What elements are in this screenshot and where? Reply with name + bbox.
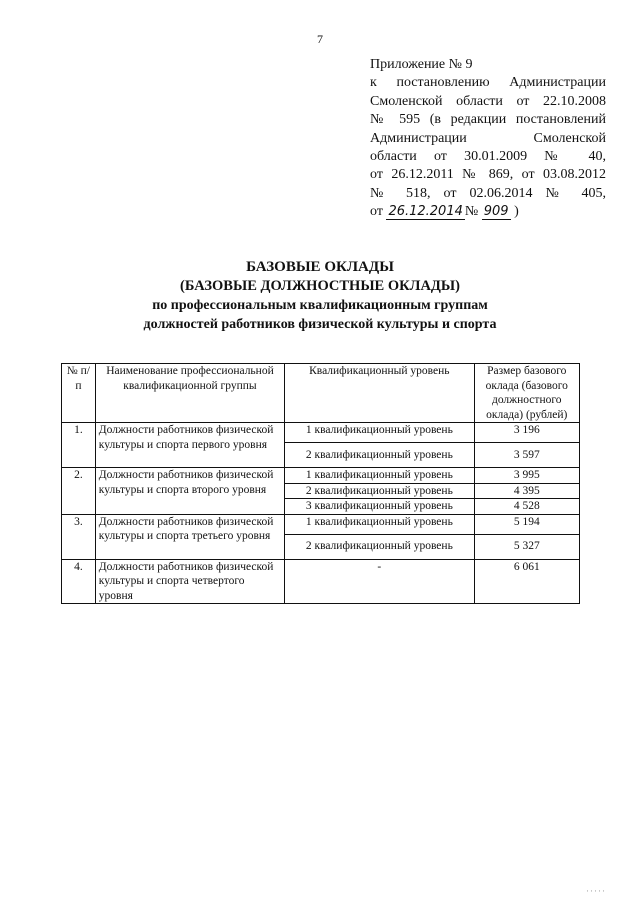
size-cell: 3 995 — [474, 468, 579, 484]
title-line-3: по профессиональным квалификационным группам — [152, 298, 488, 313]
group-name: Должности работников физической культуры и спорта четвертого уровня — [95, 559, 284, 604]
group-num: 1. — [62, 423, 96, 468]
scan-artifact-dots: ····· — [586, 886, 606, 896]
size-cell: 4 528 — [474, 499, 579, 515]
title-line-1: БАЗОВЫЕ ОКЛАДЫ — [246, 259, 394, 275]
appendix-line: № 595 (в редакции постановлений — [370, 112, 606, 128]
size-cell: 3 196 — [474, 423, 579, 443]
table-row — [62, 423, 580, 443]
closing-paren: ) — [514, 204, 519, 220]
level-cell: 2 квалификационный уровень — [285, 483, 474, 499]
table-row — [62, 468, 580, 484]
size-cell: 5 194 — [474, 514, 579, 534]
appendix-line: Приложение № 9 — [370, 57, 473, 72]
appendix-line: Администрации Смоленской — [370, 130, 606, 146]
size-cell: 4 395 — [474, 483, 579, 499]
level-cell: 1 квалификационный уровень — [285, 423, 474, 443]
group-num: 3. — [62, 514, 96, 559]
level-cell: 3 квалификационный уровень — [285, 499, 474, 515]
header-level: Квалификационный уровень — [285, 364, 474, 423]
salary-table — [61, 363, 580, 604]
appendix-line: № 518, от 02.06.2014 № 405, — [370, 185, 606, 201]
level-cell: 1 квалификационный уровень — [285, 468, 474, 484]
level-cell: 2 квалификационный уровень — [285, 534, 474, 559]
appendix-line: Смоленской области от 22.10.2008 — [370, 93, 606, 109]
page-number: 7 — [317, 32, 323, 46]
header-num: № п/п — [62, 364, 96, 423]
group-num: 2. — [62, 468, 96, 515]
appendix-block — [370, 56, 606, 222]
appendix-signature-line — [370, 203, 606, 221]
document-title — [0, 258, 640, 334]
appendix-line: области от 30.01.2009 № 40, — [370, 149, 606, 165]
appendix-line: к постановлению Администрации — [370, 75, 606, 91]
title-line-4: должностей работников физической культуры и спорта — [143, 317, 497, 332]
table-row — [62, 559, 580, 604]
handwritten-date: 26.12.2014 — [388, 204, 463, 220]
handwritten-number: 909 — [483, 204, 509, 220]
group-num: 4. — [62, 559, 96, 604]
header-name: Наименование профессиональной квалификационной группы — [95, 364, 284, 423]
level-cell: 1 квалификационный уровень — [285, 514, 474, 534]
header-size: Размер базового оклада (базового должностного оклада) (рублей) — [474, 364, 579, 423]
level-cell: - — [285, 559, 474, 604]
level-cell: 2 квалификационный уровень — [285, 443, 474, 468]
group-name: Должности работников физической культуры и спорта третьего уровня — [95, 514, 284, 559]
appendix-line: от 26.12.2011 № 869, от 03.08.2012 — [370, 167, 606, 183]
group-name: Должности работников физической культуры и спорта первого уровня — [95, 423, 284, 468]
size-cell: 5 327 — [474, 534, 579, 559]
table-row — [62, 514, 580, 534]
appendix-prefix: от — [370, 204, 383, 220]
table-header-row — [62, 364, 580, 423]
number-sign: № — [464, 204, 479, 220]
size-cell: 6 061 — [474, 559, 579, 604]
title-line-2: (БАЗОВЫЕ ДОЛЖНОСТНЫЕ ОКЛАДЫ) — [180, 278, 460, 294]
size-cell: 3 597 — [474, 443, 579, 468]
group-name: Должности работников физической культуры и спорта второго уровня — [95, 468, 284, 515]
